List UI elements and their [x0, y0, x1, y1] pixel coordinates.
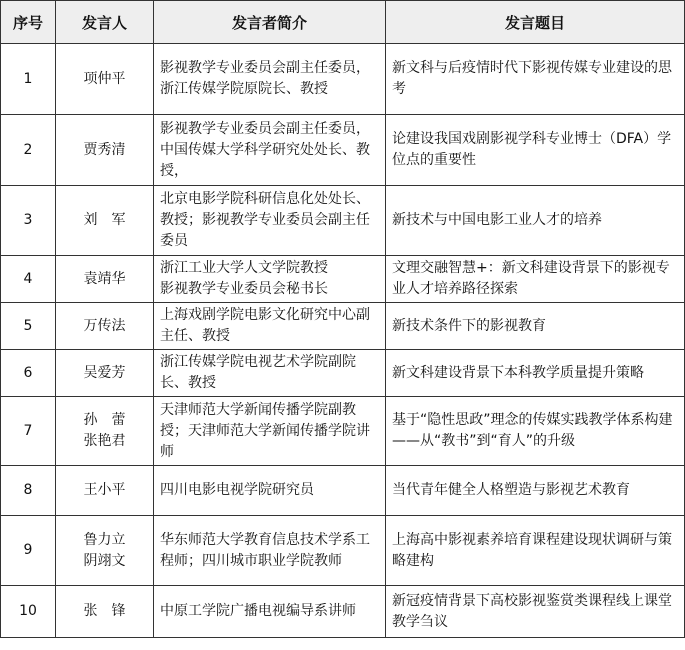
speaker-name: 万传法 [83, 317, 126, 334]
cell-topic: 新冠疫情背景下高校影视鉴赏类课程线上课堂教学刍议 [386, 586, 685, 638]
cell-topic: 文理交融智慧+：新文科建设背景下的影视专业人才培养路径探索 [386, 256, 685, 303]
cell-number: 8 [1, 466, 56, 516]
table-row [1, 44, 685, 115]
speaker-name: 张艳君 [83, 433, 126, 449]
table-body [1, 44, 685, 638]
cell-intro: 影视教学专业委员会副主任委员，浙江传媒学院原院长、教授 [154, 44, 386, 115]
table-row [1, 350, 685, 397]
cell-number: 7 [1, 397, 56, 466]
speaker-name: 贾秀清 [83, 141, 126, 158]
cell-intro: 四川电影电视学院研究员 [154, 466, 386, 516]
cell-speaker [56, 350, 154, 397]
cell-speaker [56, 256, 154, 303]
cell-speaker [56, 115, 154, 186]
speaker-name: 吴爱芳 [83, 364, 126, 381]
speaker-name: 张 锋 [83, 603, 126, 619]
cell-speaker [56, 303, 154, 350]
cell-intro: 浙江工业大学人文学院教授 影视教学专业委员会秘书长 [154, 256, 386, 303]
cell-speaker [56, 186, 154, 256]
table-row [1, 397, 685, 466]
cell-intro: 中原工学院广播电视编导系讲师 [154, 586, 386, 638]
table-row [1, 303, 685, 350]
cell-topic: 新文科与后疫情时代下影视传媒专业建设的思考 [386, 44, 685, 115]
cell-number: 6 [1, 350, 56, 397]
cell-intro: 上海戏剧学院电影文化研究中心副主任、教授 [154, 303, 386, 350]
cell-number: 1 [1, 44, 56, 115]
cell-speaker [56, 516, 154, 586]
header-intro: 发言者简介 [154, 1, 386, 44]
cell-intro: 北京电影学院科研信息化处处长、教授；影视教学专业委员会副主任委员 [154, 186, 386, 256]
cell-number: 10 [1, 586, 56, 638]
cell-intro: 浙江传媒学院电视艺术学院副院长、教授 [154, 350, 386, 397]
table-row [1, 466, 685, 516]
speaker-name: 袁靖华 [83, 270, 126, 287]
cell-speaker [56, 586, 154, 638]
header-topic: 发言题目 [386, 1, 685, 44]
table-row [1, 516, 685, 586]
table-header-row [1, 1, 685, 44]
cell-number: 3 [1, 186, 56, 256]
cell-number: 2 [1, 115, 56, 186]
cell-speaker [56, 397, 154, 466]
cell-intro: 影视教学专业委员会副主任委员，中国传媒大学科学研究处处长、教授， [154, 115, 386, 186]
speaker-name: 鲁力立 [83, 531, 126, 548]
cell-topic: 基于“隐性思政”理念的传媒实践教学体系构建——从“教书”到“育人”的升级 [386, 397, 685, 466]
cell-topic: 新技术条件下的影视教育 [386, 303, 685, 350]
cell-intro: 华东师范大学教育信息技术学系工程师；四川城市职业学院教师 [154, 516, 386, 586]
cell-topic: 新技术与中国电影工业人才的培养 [386, 186, 685, 256]
cell-number: 5 [1, 303, 56, 350]
header-speaker: 发言人 [56, 1, 154, 44]
table-row [1, 256, 685, 303]
speaker-name: 阴翊文 [83, 552, 126, 569]
cell-topic: 上海高中影视素养培育课程建设现状调研与策略建构 [386, 516, 685, 586]
header-number: 序号 [1, 1, 56, 44]
cell-topic: 当代青年健全人格塑造与影视艺术教育 [386, 466, 685, 516]
cell-speaker [56, 466, 154, 516]
speaker-name: 王小平 [83, 482, 126, 498]
cell-number: 9 [1, 516, 56, 586]
cell-intro: 天津师范大学新闻传播学院副教授；天津师范大学新闻传播学院讲师 [154, 397, 386, 466]
table-row [1, 186, 685, 256]
table-row [1, 115, 685, 186]
speaker-name: 项仲平 [83, 70, 126, 87]
cell-number: 4 [1, 256, 56, 303]
cell-topic: 论建设我国戏剧影视学科专业博士（DFA）学位点的重要性 [386, 115, 685, 186]
table-row [1, 586, 685, 638]
cell-topic: 新文科建设背景下本科教学质量提升策略 [386, 350, 685, 397]
cell-speaker [56, 44, 154, 115]
speaker-name: 孙 蕾 [83, 412, 126, 428]
speaker-name: 刘 军 [83, 212, 126, 228]
